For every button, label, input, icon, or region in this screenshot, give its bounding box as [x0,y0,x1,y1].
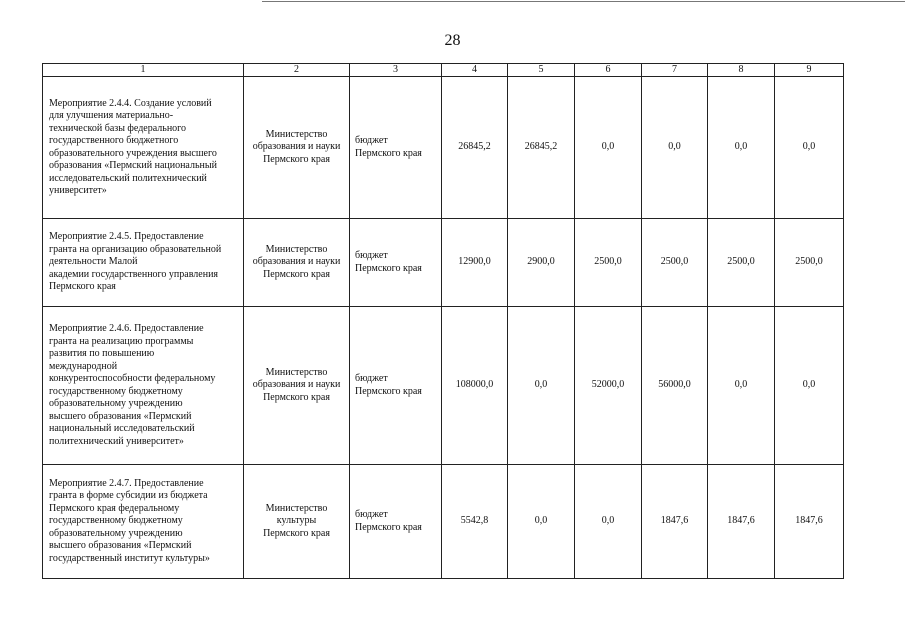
column-number: 6 [575,64,642,77]
column-number: 3 [350,64,442,77]
column-number: 1 [43,64,244,77]
value-cell: 2500,0 [708,219,775,307]
value-cell: 108000,0 [442,307,508,465]
value-cell: 12900,0 [442,219,508,307]
value-cell: 0,0 [708,77,775,219]
column-number: 7 [642,64,708,77]
table-row [43,307,844,465]
value-cell: 2500,0 [642,219,708,307]
value-cell: 0,0 [575,77,642,219]
top-rule [262,1,905,2]
value-cell: 56000,0 [642,307,708,465]
value-cell: 0,0 [708,307,775,465]
executor-text: Министерство образования и науки Пермского края [252,128,341,165]
measure-text: Мероприятие 2.4.5. Предоставление гранта на организацию образовательной деятельности Малой академии государственного управления Пермского края [49,231,222,293]
value-cell: 5542,8 [442,465,508,579]
funding-source-text: бюджет Пермского края [355,509,422,533]
budget-table [42,63,844,579]
executor-text: Министерство культуры Пермского края [263,502,330,539]
funding-source-text: бюджет Пермского края [355,135,422,159]
value-cell: 52000,0 [575,307,642,465]
value-cell: 0,0 [508,307,575,465]
value-cell: 0,0 [775,307,844,465]
table-row [43,77,844,219]
measure-text: Мероприятие 2.4.7. Предоставление гранта в форме субсидии из бюджета Пермского края федеральному государственному бюджетному образовательному учреждению высшего образования «Пермский государственный институт культуры» [49,477,210,564]
value-cell: 1847,6 [708,465,775,579]
value-cell: 1847,6 [775,465,844,579]
value-cell: 2500,0 [775,219,844,307]
value-cell: 0,0 [642,77,708,219]
value-cell: 1847,6 [642,465,708,579]
value-cell: 0,0 [575,465,642,579]
value-cell: 0,0 [775,77,844,219]
table-row [43,219,844,307]
column-number: 5 [508,64,575,77]
measure-text: Мероприятие 2.4.4. Создание условий для улучшения материально- технической базы федерального государственного бюджетного образовательного учреждения высшего образования «Пермский национальный исследовательский политехнический университет» [49,97,217,196]
column-number: 2 [244,64,350,77]
column-number: 4 [442,64,508,77]
executor-text: Министерство образования и науки Пермского края [252,366,341,403]
column-number: 9 [775,64,844,77]
value-cell: 2500,0 [575,219,642,307]
executor-text: Министерство образования и науки Пермского края [252,243,341,280]
table-header-row [43,64,844,77]
value-cell: 26845,2 [508,77,575,219]
page-number: 28 [444,32,461,49]
value-cell: 26845,2 [442,77,508,219]
value-cell: 2900,0 [508,219,575,307]
value-cell: 0,0 [508,465,575,579]
measure-text: Мероприятие 2.4.6. Предоставление гранта на реализацию программы развития по повышению международной конкурентоспособности федеральному государственному бюджетному образовательному учреждению высшего образования «Пермский национальный исследовательский политехнический университет» [49,323,216,447]
column-number: 8 [708,64,775,77]
funding-source-text: бюджет Пермского края [355,373,422,397]
funding-source-text: бюджет Пермского края [355,250,422,274]
table-row [43,465,844,579]
